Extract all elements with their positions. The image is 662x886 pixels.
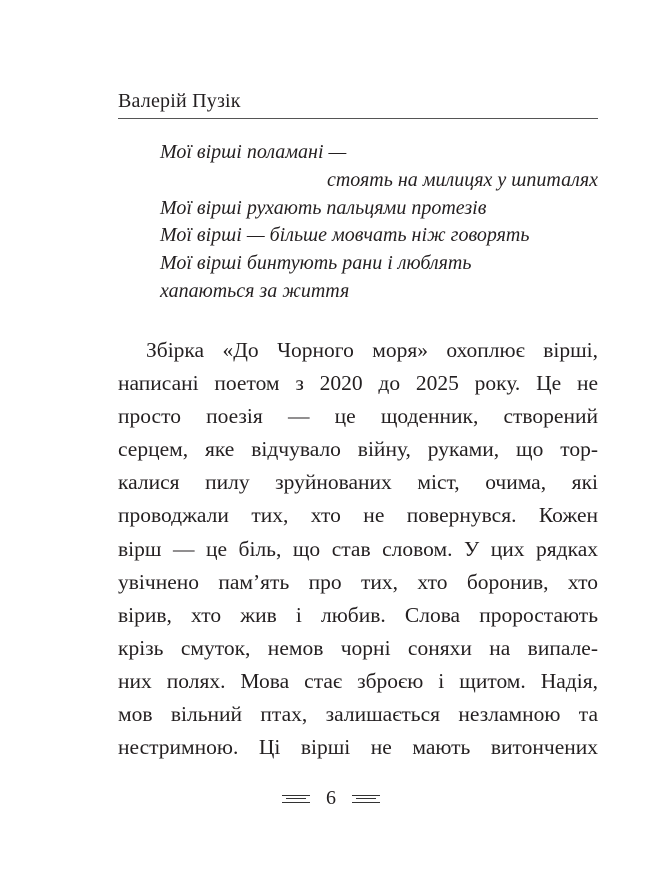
- poem-line: стоять на милицях у шпиталях: [326, 168, 598, 191]
- body-line: вірив, хто жив і любив. Слова проростають: [118, 602, 598, 627]
- header-rule: [118, 118, 598, 119]
- page-number: 6: [326, 787, 336, 809]
- body-line: серцем, яке відчувало війну, руками, що тор-: [118, 437, 598, 462]
- poem-line: Мої вірші поламані —: [160, 141, 347, 163]
- body-line: Збірка «До Чорного моря» охоплює вірші,: [146, 338, 598, 362]
- poem-line: Мої вірші бинтують рани і люблять: [160, 252, 472, 275]
- body-line: калися пилу зруйнованих міст, очима, які: [118, 470, 598, 495]
- page-footer: [0, 787, 662, 810]
- poem-line: Мої вірші рухають пальцями протезів: [160, 196, 487, 219]
- body-line: мов вільний птах, залишається незламною та: [118, 702, 598, 727]
- running-header-author: Валерій Пузік: [118, 90, 241, 112]
- body-line: вірш — це біль, що став словом. У цих рядках: [118, 536, 598, 561]
- ornament-right-icon: [352, 795, 380, 803]
- body-line: проводжали тих, хто не повернувся. Кожен: [118, 503, 598, 528]
- body-paragraph: [118, 334, 598, 764]
- body-line: них полях. Мова стає зброєю і щитом. Надія,: [118, 668, 598, 693]
- body-line: увічнено пам’ять про тих, хто боронив, хто: [118, 569, 598, 594]
- body-line: крізь смуток, немов чорні соняхи на випале-: [118, 635, 598, 660]
- poem-line: Мої вірші — більше мовчать ніж говорять: [160, 224, 530, 247]
- body-line: просто поезія — це щоденник, створений: [118, 404, 598, 429]
- body-line: написані поетом з 2020 до 2025 року. Це не: [118, 371, 598, 396]
- ornament-left-icon: [282, 795, 310, 803]
- body-line: нестримною. Ці вірші не мають витончених: [118, 735, 598, 760]
- poem-epigraph: [160, 139, 598, 306]
- poem-line: хапаються за життя: [160, 279, 350, 302]
